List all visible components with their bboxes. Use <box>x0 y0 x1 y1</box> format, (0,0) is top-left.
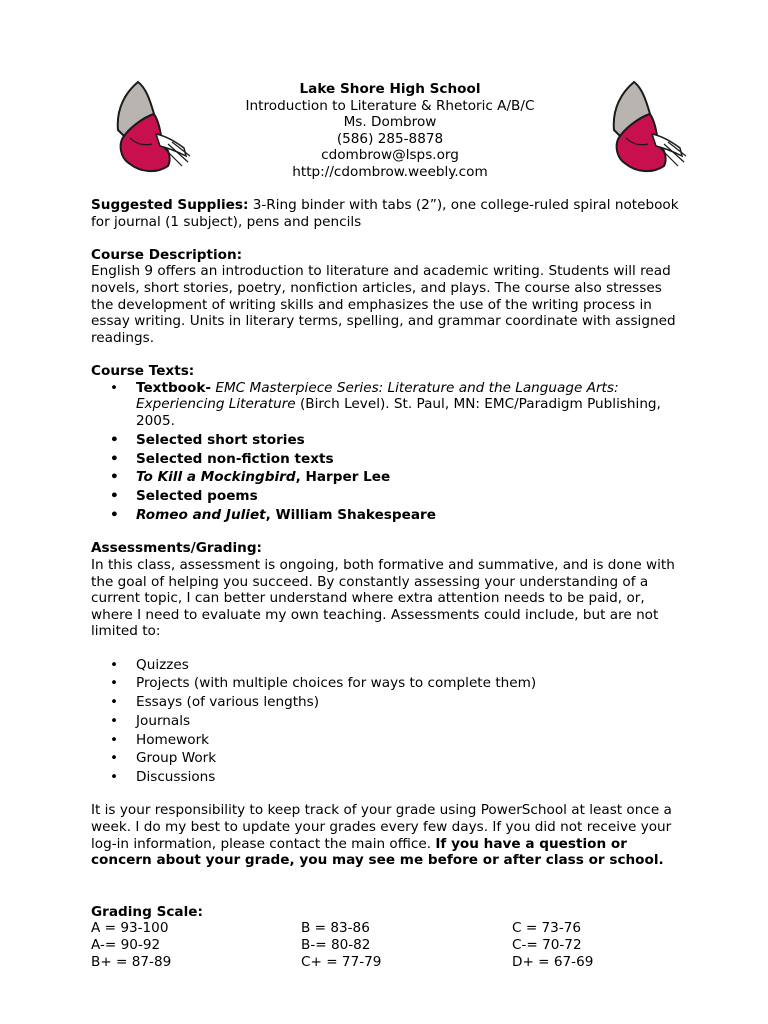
assessments-list <box>91 657 681 786</box>
assessments-heading: Assessments/Grading: <box>91 540 262 557</box>
grade-cell: C = 73-76 <box>512 920 582 937</box>
grading-scale-table <box>91 920 681 970</box>
teacher-name: Ms. Dombrow <box>343 114 437 131</box>
list-item: • Selected non-fiction texts <box>136 451 681 468</box>
assessments-section <box>91 540 681 785</box>
grade-cell: A-= 90-92 <box>91 936 161 953</box>
list-item: • Quizzes <box>136 657 681 674</box>
school-mascot-logo-right <box>604 78 688 178</box>
list-item: • Discussions <box>136 769 681 786</box>
list-item <box>136 469 681 486</box>
grade-cell: C+ = 77-79 <box>301 953 382 970</box>
school-mascot-logo-left <box>108 78 192 178</box>
grade-cell: B+ = 87-89 <box>91 953 172 970</box>
list-item: • Projects (with multiple choices for ways to complete them) <box>136 675 681 692</box>
mockingbird-title: To Kill a Mockingbird <box>136 469 296 486</box>
responsibility-bold: If you have a question or concern about your grade, you may see me before or after class or school. <box>91 835 664 869</box>
texts-heading: Course Texts: <box>91 362 195 379</box>
responsibility-text: It is your responsibility to keep track of your grade using PowerSchool at least once a week. I do my best to update your grades every few days. If you did not receive your log-in information, please contact the main office. <box>91 802 672 852</box>
textbook-title: EMC Masterpiece Series: Literature and the Language Arts: Experiencing Literature <box>136 379 619 413</box>
supplies-section <box>91 197 681 230</box>
school-name: Lake Shore High School <box>299 81 481 97</box>
romeo-author: , William Shakespeare <box>265 507 436 524</box>
assessments-intro: In this class, assessment is ongoing, both formative and summative, and is done with the goal of helping you succeed. By constantly assessing your understanding of a current topic, I can better understand where extra attention needs to be paid, or, where I need to evaluate my own teaching. Assessments could include, but are not limited to: <box>91 556 675 640</box>
course-title: Introduction to Literature & Rhetoric A/B/C <box>245 97 535 114</box>
teacher-phone: (586) 285-8878 <box>336 130 444 147</box>
list-item: • Selected short stories <box>136 432 681 449</box>
syllabus-body <box>91 197 681 970</box>
hooded-figure-mascot-icon <box>118 82 190 171</box>
supplies-text: 3-Ring binder with tabs (2”), one college-ruled spiral notebook for journal (1 subject), pens and pencils <box>91 197 679 230</box>
textbook-label: Textbook- <box>136 379 212 396</box>
grade-cell: B = 83-86 <box>301 920 370 937</box>
texts-section <box>91 363 681 524</box>
texts-list <box>91 380 681 524</box>
list-item: • Essays (of various lengths) <box>136 694 681 711</box>
document-header <box>200 81 580 181</box>
grade-cell: D+ = 67-69 <box>512 953 594 970</box>
grading-heading: Grading Scale: <box>91 903 203 920</box>
romeo-title: Romeo and Juliet <box>136 507 266 524</box>
grading-section <box>91 904 681 970</box>
grade-cell: C-= 70-72 <box>512 936 582 953</box>
teacher-email: cdombrow@lsps.org <box>321 147 459 164</box>
textbook-detail: (Birch Level). St. Paul, MN: EMC/Paradigm Publishing, 2005. <box>136 396 661 429</box>
list-item: • Journals <box>136 713 681 730</box>
list-item: • Homework <box>136 732 681 749</box>
description-heading: Course Description: <box>91 246 243 263</box>
teacher-website: http://cdombrow.weebly.com <box>292 163 488 180</box>
list-item: • Group Work <box>136 750 681 767</box>
grade-cell: A = 93-100 <box>91 920 169 937</box>
hooded-figure-mascot-icon <box>614 82 686 171</box>
mockingbird-author: , Harper Lee <box>295 469 391 486</box>
list-item <box>136 507 681 524</box>
responsibility-section <box>91 802 681 868</box>
description-section <box>91 247 681 347</box>
list-item: • Selected poems <box>136 488 681 505</box>
supplies-heading: Suggested Supplies: <box>91 197 249 213</box>
list-item <box>136 380 681 430</box>
description-text: English 9 offers an introduction to literature and academic writing. Students will read novels, short stories, poetry, nonfiction articles, and plays. The course also stresses the development of writing skills and emphasizes the use of the writing process in essay writing. Units in literary terms, spelling, and grammar coordinate with assigned readings. <box>91 263 676 346</box>
grade-cell: B-= 80-82 <box>301 936 371 953</box>
